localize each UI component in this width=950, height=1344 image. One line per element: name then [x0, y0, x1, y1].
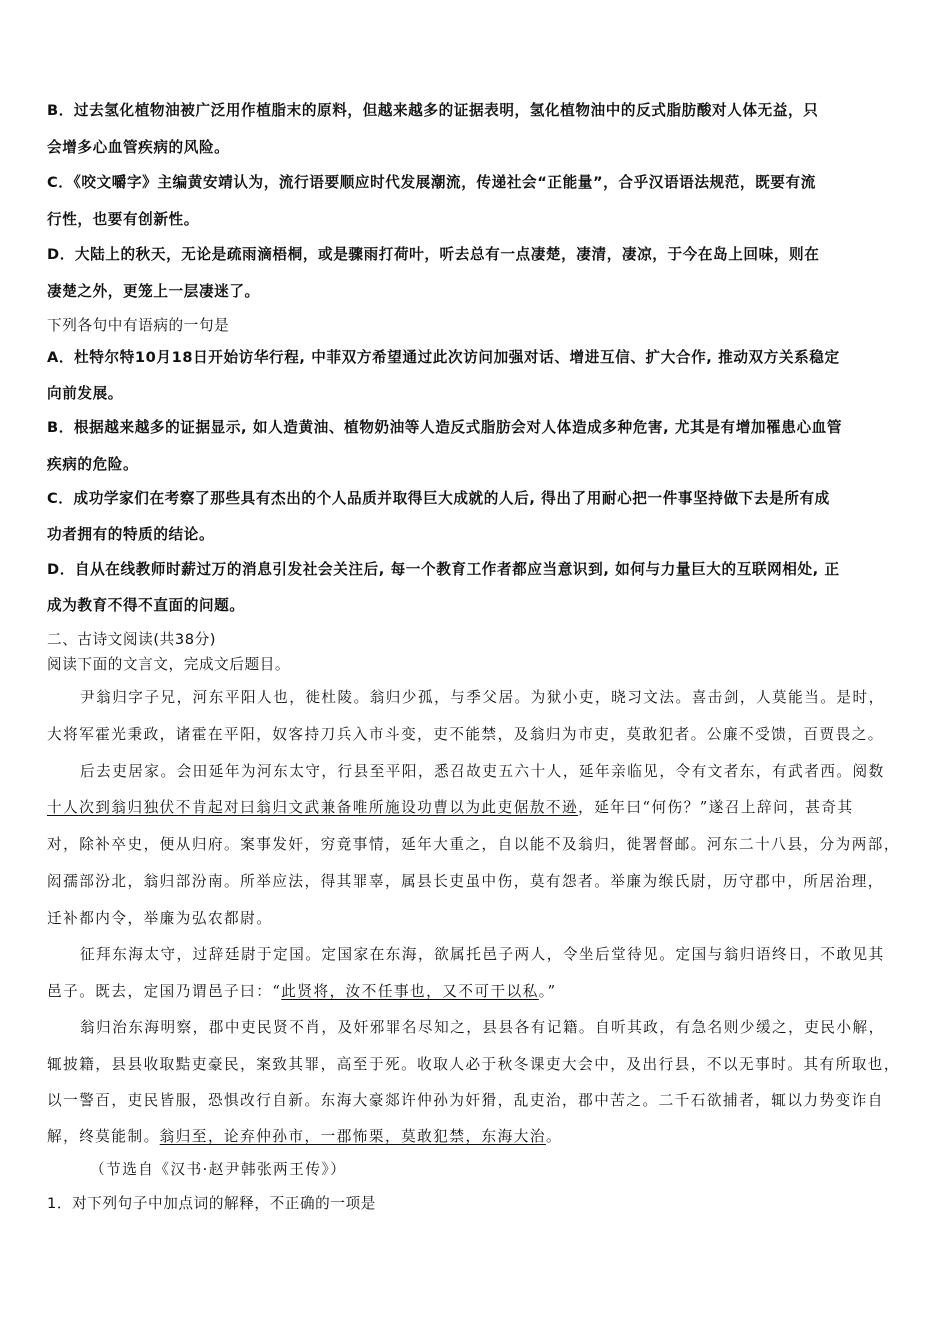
q2-option-b-line-2: 疾病的危险。 — [47, 456, 139, 473]
q2-option-b-line-1: B．根据越来越多的证据显示, 如人造黄油、植物奶油等人造反式脂肪会对人体造成多种危害, 尤其是有增加罹患心血管 — [47, 419, 843, 436]
passage-line-6: 闳孺部汾北，翁归部汾南。所举应法，得其罪辜，属县长吏虽中伤，莫有怨者。举廉为缑氏尉，历守郡中，所居治理， — [47, 873, 884, 890]
passage-line-13 — [47, 1127, 562, 1147]
passage-line-13-post: 。 — [545, 1128, 563, 1145]
passage-line-4 — [47, 798, 854, 818]
q2-option-a-line-2: 向前发展。 — [47, 385, 123, 402]
passage-line-5: 对，除补卒史，便从归府。案事发奸，穷竟事情，延年大重之，自以能不及翁归，徙署督邮。河东二十八县，分为两部， — [47, 836, 900, 853]
passage-line-10: 翁归治东海明察，郡中吏民贤不肖，及奸邪罪名尽知之，县县各有记籍。自听其政，有急名则少缓之，吏民小解， — [80, 1019, 885, 1036]
passage-line-3: 后去吏居家。会田延年为河东太守，行县至平阳，悉召故吏五六十人，延年亲临见，令有文者东，有武者西。阅数 — [80, 763, 885, 780]
passage-line-1: 尹翁归字子兄，河东平阳人也，徙杜陵。翁归少孤，与季父居。为狱小吏，晓习文法。喜击剑，人莫能当。是时， — [80, 689, 885, 706]
passage-source: （节选自《汉书·赵尹韩张两王传》） — [90, 1161, 347, 1178]
passage-line-8: 征拜东海太守，过辞廷尉于定国。定国家在东海，欲属托邑子两人，令坐后堂待见。定国与翁归语终日，不敢见其 — [80, 946, 885, 963]
q2-option-d-line-1: D．自从在线教师时薪过万的消息引发社会关注后, 每一个教育工作者都应当意识到, 如何与力量巨大的互联网相处, 正 — [47, 561, 840, 578]
passage-line-12: 以一警百，吏民皆服，恐惧改行自新。东海大豪郯许仲孙为奸猾，乱吏治，郡中苦之。二千石欲捕者，辄以力势变诈自 — [47, 1092, 884, 1109]
underlined-sentence-1: 十人次到翁归独伏不肯起对曰翁归文武兼备唯所施设功曹以为此吏倨敖不逊 — [47, 799, 579, 816]
section-heading: 二、古诗文阅读(共38分) — [47, 631, 217, 648]
option-c-line-1: C．《咬文嚼字》主编黄安靖认为，流行语要顺应时代发展潮流，传递社会“正能量”，合乎汉语语法规范，既要有流 — [47, 174, 816, 191]
option-c-line-2: 行性，也要有创新性。 — [47, 211, 199, 228]
underlined-sentence-3: 翁归至，论弃仲孙市，一郡怖栗，莫敢犯禁，东海大治 — [159, 1128, 546, 1145]
passage-line-7: 迁补都内令，举廉为弘农都尉。 — [47, 910, 273, 927]
option-d-line-1: D．大陆上的秋天，无论是疏雨滴梧桐，或是骤雨打荷叶，听去总有一点凄楚，凄清，凄凉，于今在岛上回味，则在 — [47, 246, 820, 263]
underlined-sentence-2: 此贤将，汝不任事也，又不可干以私 — [281, 983, 539, 1000]
q2-option-c-line-2: 功者拥有的特质的结论。 — [47, 526, 215, 543]
passage-line-11: 辄披籍，县县收取黠吏豪民，案致其罪，高至于死。收取人必于秋冬课吏大会中，及出行县，不以无事时。其有所取也， — [47, 1056, 900, 1073]
passage-line-13-pre: 解，终莫能制。 — [47, 1128, 160, 1145]
passage-line-9-post: 。” — [538, 983, 557, 1000]
passage-line-9-pre: 邑子。既去，定国乃谓邑子曰：“ — [47, 983, 282, 1000]
question-stem: 下列各句中有语病的一句是 — [47, 317, 230, 334]
option-b-line-2: 会增多心血管疾病的风险。 — [47, 139, 230, 156]
option-b-line-1: B．过去氢化植物油被广泛用作植脂末的原料，但越来越多的证据表明，氢化植物油中的反式脂肪酸对人体无益，只 — [47, 102, 819, 119]
question-1-stem: 1．对下列句子中加点词的解释，不正确的一项是 — [47, 1195, 376, 1212]
passage-line-2: 大将军霍光秉政，诸霍在平阳，奴客持刀兵入市斗变，吏不能禁，及翁归为市吏，莫敢犯者。公廉不受馈，百贾畏之。 — [47, 726, 884, 743]
passage-line-4-post: ，延年曰“何伤？”遂召上辞问，甚奇其 — [578, 799, 854, 816]
option-d-line-2: 凄楚之外，更笼上一层凄迷了。 — [47, 283, 260, 300]
passage-line-9 — [47, 982, 557, 1002]
reading-instruction: 阅读下面的文言文，完成文后题目。 — [47, 656, 291, 673]
q2-option-c-line-1: C．成功学家们在考察了那些具有杰出的个人品质并取得巨大成就的人后, 得出了用耐心把一件事坚持做下去是所有成 — [47, 490, 830, 507]
q2-option-a-line-1: A．杜特尔特10月18日开始访华行程, 中菲双方希望通过此次访问加强对话、增进互信、扩大合作, 推动双方关系稳定 — [47, 349, 840, 366]
q2-option-d-line-2: 成为教育不得不直面的问题。 — [47, 597, 245, 614]
